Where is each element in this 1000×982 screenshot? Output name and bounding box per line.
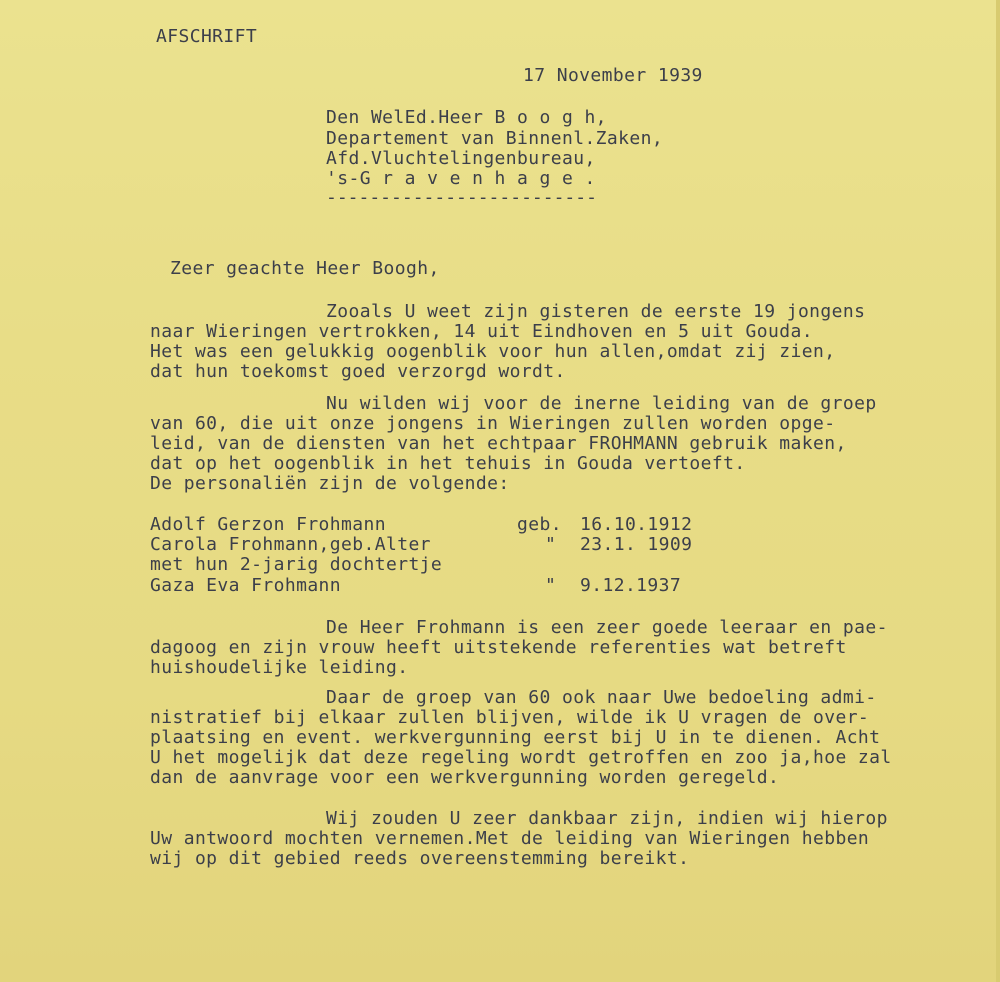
paragraph-line: leid, van de diensten van het echtpaar FROHMANN gebruik maken, (150, 433, 847, 454)
paragraph-line: dan de aanvrage voor een werkvergunning worden geregeld. (150, 767, 780, 788)
birth-date: 9.12.1937 (580, 575, 682, 596)
paragraph-line: De personaliën zijn de volgende: (150, 473, 510, 494)
ditto-mark: " (545, 575, 557, 596)
paragraph-line: plaatsing en event. werkvergunning eerst bij U in te dienen. Acht (150, 727, 881, 748)
paragraph-line: De Heer Frohmann is een zeer goede leeraar en pae- (326, 617, 888, 638)
birth-date: 23.1. 1909 (580, 534, 693, 555)
paragraph-line: Zooals U weet zijn gisteren de eerste 19 jongens (326, 301, 866, 322)
address-line: 's-G r a v e n h a g e . (326, 168, 596, 189)
salutation: Zeer geachte Heer Boogh, (170, 258, 440, 279)
paper-edge (996, 0, 1000, 982)
paragraph-line: wij op dit gebied reeds overeenstemming bereikt. (150, 848, 690, 869)
paragraph-line: dat op het oogenblik in het tehuis in Gouda vertoeft. (150, 453, 746, 474)
person-note: met hun 2-jarig dochtertje (150, 554, 443, 575)
paragraph-line: Wij zouden U zeer dankbaar zijn, indien wij hierop (326, 808, 888, 829)
person-name: Gaza Eva Frohmann (150, 575, 342, 596)
address-line: Afd.Vluchtelingenbureau, (326, 148, 596, 169)
birth-date: 16.10.1912 (580, 514, 693, 535)
address-underline: ------------------------- (326, 187, 597, 208)
paragraph-line: naar Wieringen vertrokken, 14 uit Eindhoven en 5 uit Gouda. (150, 321, 813, 342)
paragraph-line: Nu wilden wij voor de inerne leiding van de groep (326, 393, 877, 414)
paragraph-line: U het mogelijk dat deze regeling wordt getroffen en zoo ja,hoe zal (150, 747, 892, 768)
paragraph-line: Het was een gelukkig oogenblik voor hun allen,omdat zij zien, (150, 341, 836, 362)
ditto-mark: " (545, 534, 557, 555)
letter-date: 17 November 1939 (523, 65, 703, 86)
address-line: Den WelEd.Heer B o o g h, (326, 107, 607, 128)
paragraph-line: Uw antwoord mochten vernemen.Met de leiding van Wieringen hebben (150, 828, 870, 849)
person-name: Adolf Gerzon Frohmann (150, 514, 386, 535)
paragraph-line: dat hun toekomst goed verzorgd wordt. (150, 361, 566, 382)
paragraph-line: dagoog en zijn vrouw heeft uitstekende referenties wat betreft (150, 637, 847, 658)
paragraph-line: van 60, die uit onze jongens in Wieringen zullen worden opge- (150, 413, 836, 434)
document-header: AFSCHRIFT (156, 26, 258, 47)
paragraph-line: Daar de groep van 60 ook naar Uwe bedoeling admi- (326, 687, 877, 708)
person-name: Carola Frohmann,geb.Alter (150, 534, 431, 555)
paragraph-line: huishoudelijke leiding. (150, 657, 409, 678)
birth-label: geb. (517, 514, 562, 535)
address-line: Departement van Binnenl.Zaken, (326, 128, 664, 149)
paragraph-line: nistratief bij elkaar zullen blijven, wilde ik U vragen de over- (150, 707, 870, 728)
